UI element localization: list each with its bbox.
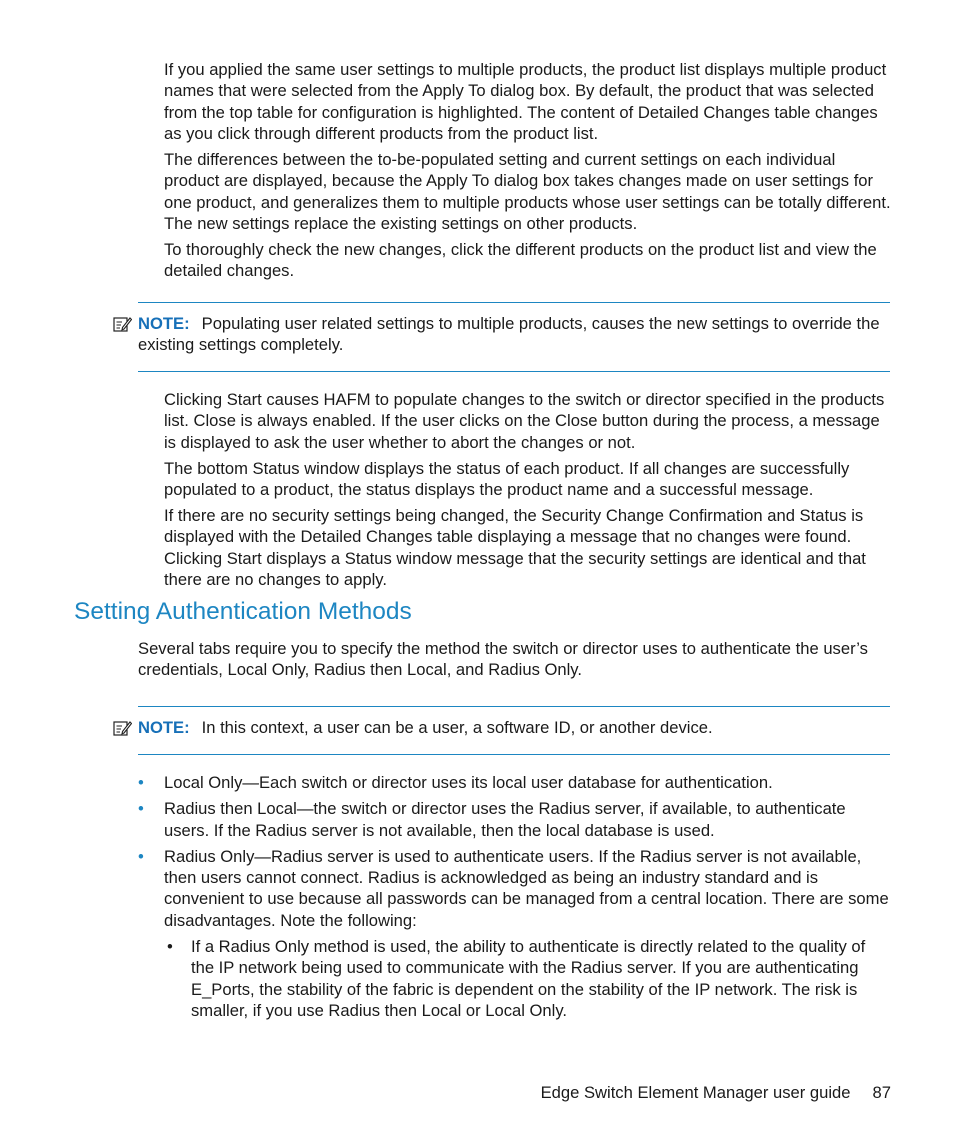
sub-list-item: • If a Radius Only method is used, the ability to authenticate is directly related to the quality of the IP network being used to communicate with the Radius server. If you are authenticating E_Ports, the stability of the fabric is dependent on the stability of the IP network. The risk is smaller, if you use Radius then Local or Local Only.	[167, 937, 866, 1020]
list-item-radius-only: • Radius Only—Radius server is used to authenticate users. If the Radius server is not available, then users cannot connect. Radius is acknowledged as being an industry standard and is convenient to use because all passwords can be managed from a central location. There are some disadvantages. Note the following: • If a Radius Only method is used, the ability to authenticate is directly related to the quality of the IP network being used to communicate with the Radius server. If you are authenticating E_Ports, the stability of the fabric is dependent on the stability of the IP network. The risk is smaller, if you use Radius then Local or Local Only.	[138, 846, 889, 1020]
note-top-rule	[138, 302, 890, 303]
page-footer	[541, 1082, 891, 1103]
sub-bullet-dot: •	[167, 937, 173, 957]
paragraph-status-window: The bottom Status window displays the status of each product. If all changes are successfully populated to a product, the status displays the product name and a successful message.	[164, 459, 850, 500]
list-item-radius-then-local: • Radius then Local—the switch or director uses the Radius server, if available, to authenticate users. If the Radius server is not available, then the local database is used.	[138, 799, 846, 840]
section-intro: Several tabs require you to specify the method the switch or director uses to authenticate the user’s credentials, Local Only, Radius then Local, and Radius Only.	[138, 639, 868, 680]
note-populating	[113, 313, 893, 356]
footer-title: Edge Switch Element Manager user guide	[540, 1083, 851, 1102]
bullet-dot: •	[138, 846, 144, 866]
paragraph-no-security-changes: If there are no security settings being changed, the Security Change Confirmation and Status is displayed with the Detailed Changes table displaying a message that no changes were found. Clicking Start displays a Status window message that the security settings are identical and that there are no changes to apply.	[164, 506, 866, 589]
page-number: 87	[872, 1083, 891, 1102]
bullet-dot: •	[138, 773, 144, 792]
note-text: Populating user related settings to multiple products, causes the new settings to override the existing settings completely.	[138, 314, 880, 355]
note-label: NOTE:	[138, 314, 190, 333]
radius-only-sublist	[164, 936, 890, 1021]
note-bottom-rule	[138, 754, 890, 755]
note-bottom-rule	[138, 371, 890, 372]
paragraph-clicking-start: Clicking Start causes HAFM to populate changes to the switch or director specified in the products list. Close is always enabled. If the user clicks on the Close button during the process, a message is displayed to ask the user whether to abort the changes or not.	[164, 390, 885, 452]
note-text: In this context, a user can be a user, a software ID, or another device.	[201, 718, 713, 737]
note-top-rule	[138, 706, 890, 707]
bullet-dot: •	[138, 799, 144, 819]
paragraph-check-changes: To thoroughly check the new changes, click the different products on the product list and view the detailed changes.	[164, 240, 877, 281]
paragraph-differences: The differences between the to-be-populated setting and current settings on each individual product are displayed, because the Apply To dialog box takes changes made on user settings for one product, and generalizes them to multiple products whose user settings can be totally different. The new settings replace the existing settings on other products.	[164, 150, 891, 233]
note-user-context	[113, 717, 893, 738]
paragraph-product-list: If you applied the same user settings to multiple products, the product list displays multiple product names that were selected from the Apply To dialog box. By default, the product that was selected from the top table for configuration is highlighted. The content of Detailed Changes table changes as you click through different products from the product list.	[164, 60, 887, 143]
section-heading: Setting Authentication Methods	[74, 598, 412, 625]
list-item-local-only: • Local Only—Each switch or director uses its local user database for authentication.	[138, 773, 773, 792]
note-label: NOTE:	[138, 718, 190, 737]
note-pencil-icon	[113, 315, 132, 333]
authentication-methods-list	[138, 772, 890, 1026]
note-pencil-icon	[113, 719, 132, 737]
